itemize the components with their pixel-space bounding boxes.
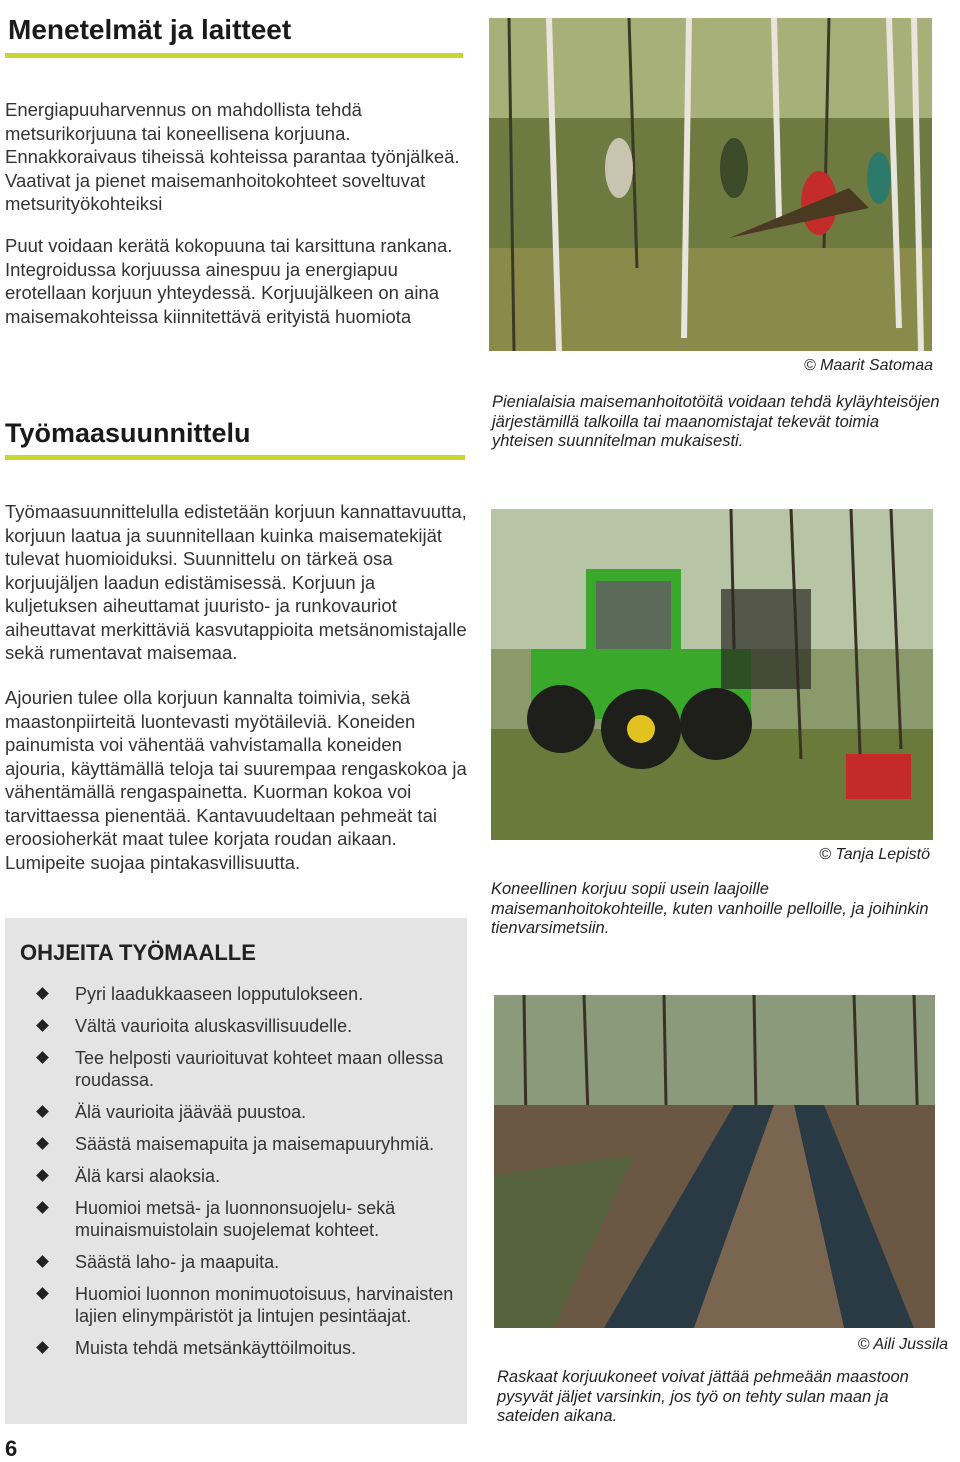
diamond-bullet-icon: [36, 1341, 49, 1354]
planning-paragraph-2: Ajourien tulee olla korjuun kannalta toimivia, sekä maastonpiirteitä luontevasti myötäileviä. Koneiden painumista voi vähentää vahvistamalla koneiden ajouria, käyttämällä teloja tai suurempaa rengaskokoa ja vähentämällä rengaspainetta. Kuorman kokoa voi tarvittaessa pienentää. Kantavuudeltaan pehmeät tai eroosioherkät maat tulee korjata roudan aikaan. Lumipeite suojaa pintakasvillisuutta.: [5, 687, 467, 873]
title-underline: [5, 53, 463, 58]
list-item: Älä karsi alaoksia.: [36, 1165, 456, 1187]
list-item: Tee helposti vaurioituvat kohteet maan ollessa roudassa.: [36, 1047, 456, 1091]
photo-caption: Pienialaisia maisemanhoitotöitä voidaan tehdä kyläyhteisöjen järjestämillä talkoilla tai maanomistajat tekevät toimia yhteisen suunnitelman mukaisesti.: [492, 393, 940, 450]
list-item: Vältä vaurioita aluskasvillisuudelle.: [36, 1015, 456, 1037]
diamond-bullet-icon: [36, 1287, 49, 1300]
instructions-list: [36, 983, 456, 1369]
photo-forest-machine: [491, 509, 933, 840]
diamond-bullet-icon: [36, 1137, 49, 1150]
list-item: Säästä maisemapuita ja maisemapuuryhmiä.: [36, 1133, 456, 1155]
title-underline: [5, 455, 465, 460]
methods-paragraph-2: Puut voidaan kerätä kokopuuna tai karsittuna rankana. Integroidussa korjuussa ainespuu ja energiapuu erotellaan korjuun yhteydessä. Korjuujälkeen on aina maisemakohteissa kiinnitettävä erityistä huomiota: [5, 235, 453, 327]
list-item: Säästä laho- ja maapuita.: [36, 1251, 456, 1273]
photo-credit: © Tanja Lepistö: [819, 846, 930, 863]
photo-wheel-ruts: [494, 995, 935, 1328]
section-title-planning: Työmaasuunnittelu: [5, 418, 251, 448]
list-item: Huomioi luonnon monimuotoisuus, harvinaisten lajien elinympäristöt ja lintujen pesintäajat.: [36, 1283, 456, 1327]
section-title-methods: Menetelmät ja laitteet: [8, 14, 292, 45]
photo-volunteers-clearing: [489, 18, 932, 351]
photo-credit: © Aili Jussila: [857, 1336, 948, 1353]
instructions-title: OHJEITA TYÖMAALLE: [20, 940, 256, 965]
diamond-bullet-icon: [36, 987, 49, 1000]
list-item: Älä vaurioita jäävää puustoa.: [36, 1101, 456, 1123]
diamond-bullet-icon: [36, 1019, 49, 1032]
diamond-bullet-icon: [36, 1201, 49, 1214]
photo-caption: Koneellinen korjuu sopii usein laajoille maisemanhoitokohteille, kuten vanhoille pelloille, ja joihinkin tienvarsimetsiin.: [491, 880, 929, 937]
methods-paragraph-1: Energiapuuharvennus on mahdollista tehdä metsurikorjuuna tai koneellisena korjuuna. Ennakkoraivaus tiheissä kohteissa parantaa työnjälkeä. Vaativat ja pienet maisemanhoitokohteet soveltuvat metsurityökohteiksi: [5, 99, 460, 214]
list-item: Muista tehdä metsänkäyttöilmoitus.: [36, 1337, 456, 1359]
photo-credit: © Maarit Satomaa: [803, 357, 933, 374]
list-item: Pyri laadukkaaseen lopputulokseen.: [36, 983, 456, 1005]
page-number: 6: [5, 1436, 18, 1461]
diamond-bullet-icon: [36, 1051, 49, 1064]
diamond-bullet-icon: [36, 1255, 49, 1268]
list-item: Huomioi metsä- ja luonnonsuojelu- sekä muinaismuistolain suojelemat kohteet.: [36, 1197, 456, 1241]
diamond-bullet-icon: [36, 1105, 49, 1118]
planning-paragraph-1: Työmaasuunnittelulla edistetään korjuun kannattavuutta, korjuun laatua ja suunnitellaan kuinka maisematekijät tulevat huomioiduksi. Suunnittelu on tärkeä osa korjuujäljen laadun edistämisessä. Korjuun ja kuljetuksen aiheuttamat juuristo- ja runkovauriot aiheuttavat merkittäviä kasvutappioita metsänomistajalle sekä rumentavat maisemaa.: [5, 501, 467, 663]
photo-caption: Raskaat korjuukoneet voivat jättää pehmeään maastoon pysyvät jäljet varsinkin, jos työ on tehty sulan maan ja sateiden aikana.: [497, 1368, 909, 1425]
diamond-bullet-icon: [36, 1169, 49, 1182]
